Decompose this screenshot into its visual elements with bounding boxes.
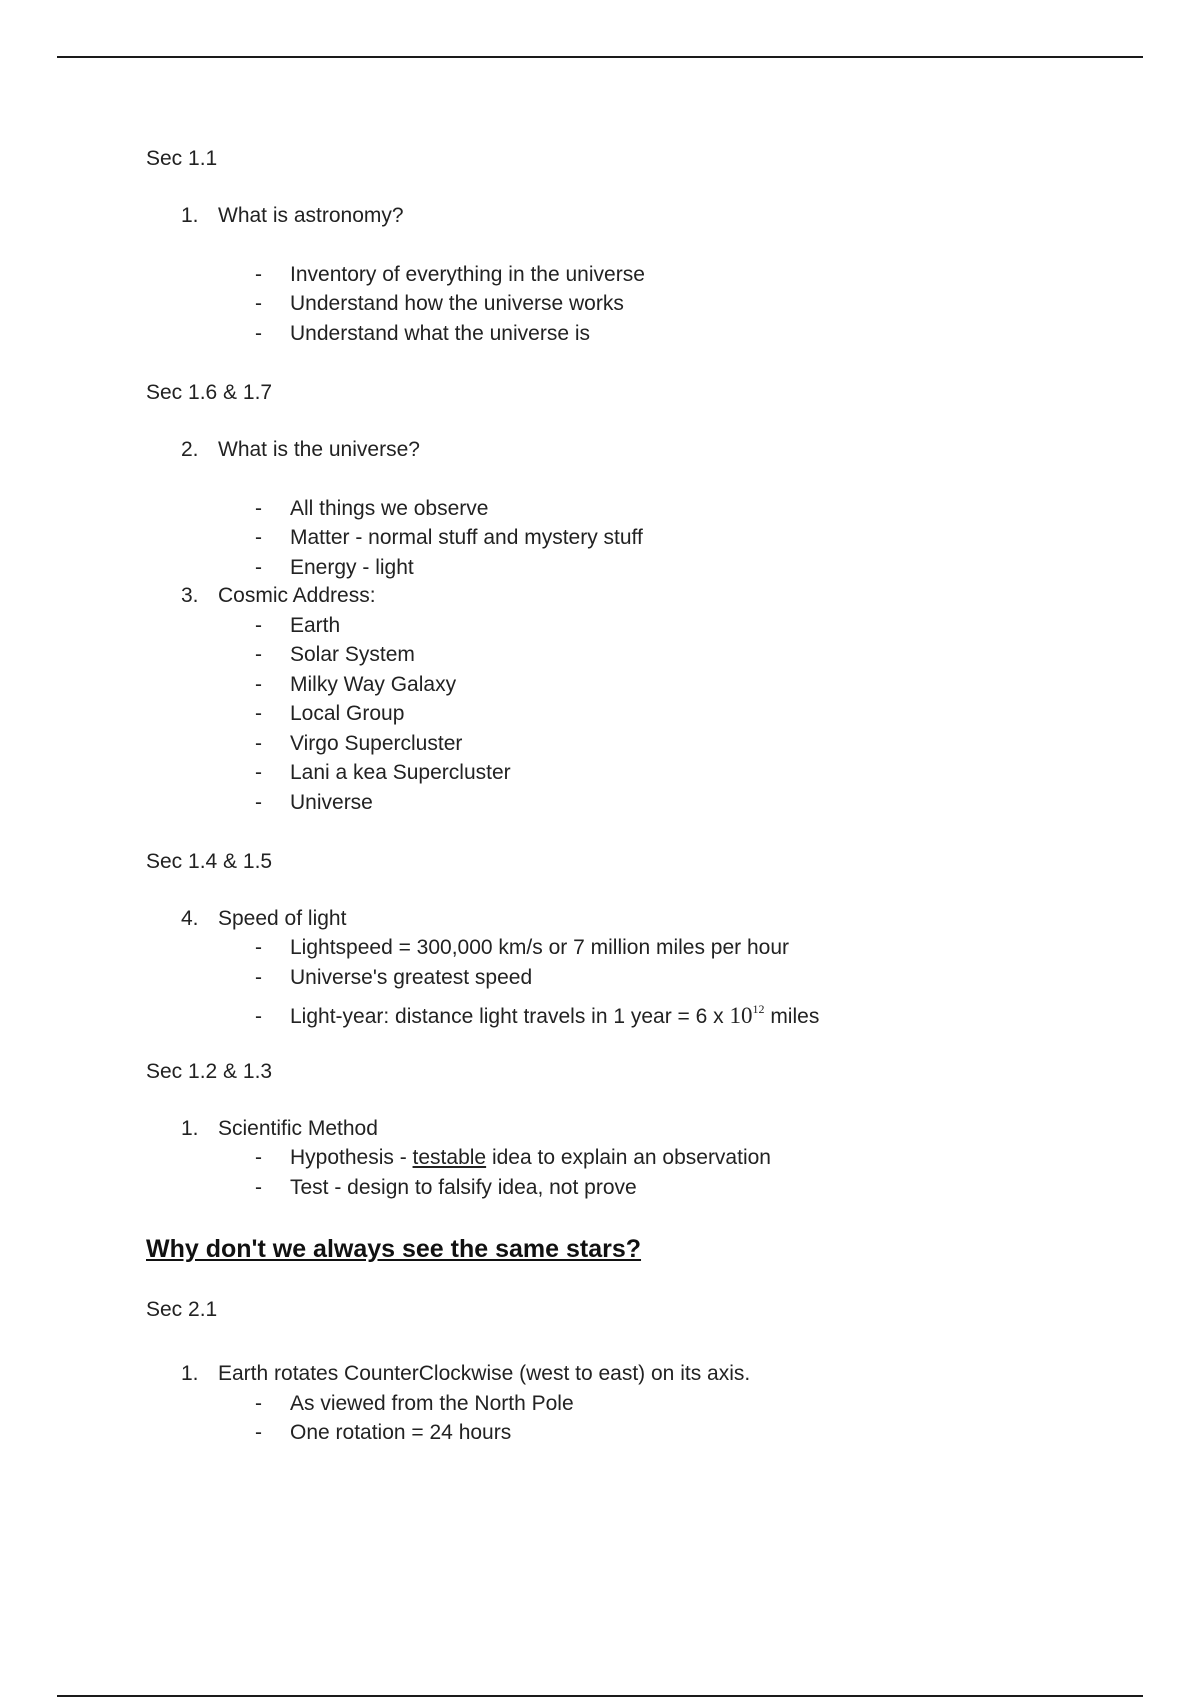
section-label: Sec 1.1 <box>146 147 218 170</box>
item-text: Cosmic Address: <box>218 584 376 607</box>
item-number: 2. <box>181 438 199 461</box>
hypothesis-suffix: idea to explain an observation <box>486 1146 771 1169</box>
numbered-item <box>181 906 346 932</box>
dash: - <box>255 263 262 286</box>
dash: - <box>255 761 262 784</box>
bullet-item <box>255 672 456 698</box>
bullet-text: Matter - normal stuff and mystery stuff <box>290 526 643 549</box>
numbered-item <box>181 437 420 463</box>
bullet-item <box>255 642 415 668</box>
dash: - <box>255 556 262 579</box>
section-label: Sec 2.1 <box>146 1298 218 1321</box>
dash: - <box>255 732 262 755</box>
section-label: Sec 1.6 & 1.7 <box>146 381 273 404</box>
item-text: What is astronomy? <box>218 204 404 227</box>
bullet-text: Virgo Supercluster <box>290 732 463 755</box>
bullet-text: All things we observe <box>290 497 489 520</box>
bullet-item <box>255 1145 771 1171</box>
item-number: 1. <box>181 1117 199 1140</box>
power-exponent: 12 <box>752 1002 765 1016</box>
hypothesis-prefix: Hypothesis - <box>290 1146 413 1169</box>
bullet-item <box>255 731 462 757</box>
bullet-item <box>255 291 624 317</box>
bullet-item <box>255 1391 574 1417</box>
dash: - <box>255 497 262 520</box>
dash: - <box>255 936 262 959</box>
bullet-text: Inventory of everything in the universe <box>290 263 645 286</box>
top-rule <box>57 56 1143 58</box>
item-text: Earth rotates CounterClockwise (west to east) on its axis. <box>218 1362 751 1385</box>
section-label: Sec 1.2 & 1.3 <box>146 1060 273 1083</box>
bullet-text: As viewed from the North Pole <box>290 1392 574 1415</box>
item-number: 3. <box>181 584 199 607</box>
bullet-item <box>255 790 373 816</box>
bullet-item <box>255 321 590 347</box>
dash: - <box>255 1176 262 1199</box>
bullet-item <box>255 525 643 551</box>
bullet-text: Understand what the universe is <box>290 322 590 345</box>
dash: - <box>255 292 262 315</box>
dash: - <box>255 1146 262 1169</box>
bullet-text: Universe <box>290 791 373 814</box>
bullet-item <box>255 262 645 288</box>
section-heading: Why don't we always see the same stars? <box>146 1235 642 1263</box>
bullet-item <box>255 965 532 991</box>
section-label: Sec 1.4 & 1.5 <box>146 850 273 873</box>
bullet-item <box>255 996 819 1030</box>
item-text: What is the universe? <box>218 438 420 461</box>
dash: - <box>255 614 262 637</box>
numbered-item <box>181 583 376 609</box>
bullet-text: Test - design to falsify idea, not prove <box>290 1176 637 1199</box>
bullet-item <box>255 935 789 961</box>
lightyear-text: Light-year: distance light travels in 1 year = 6 x <box>290 1005 730 1028</box>
bullet-item <box>255 1420 511 1446</box>
bullet-text: Solar System <box>290 643 415 666</box>
numbered-item <box>181 1361 750 1387</box>
bullet-text: One rotation = 24 hours <box>290 1421 512 1444</box>
power-base: 10 <box>729 1003 753 1028</box>
bullet-text: Local Group <box>290 702 405 725</box>
bullet-item <box>255 760 511 786</box>
dash: - <box>255 702 262 725</box>
dash: - <box>255 1005 262 1028</box>
bullet-item <box>255 701 404 727</box>
numbered-item <box>181 203 404 229</box>
dash: - <box>255 643 262 666</box>
item-number: 1. <box>181 204 199 227</box>
item-text: Scientific Method <box>218 1117 378 1140</box>
bullet-text: Energy - light <box>290 556 414 579</box>
dash: - <box>255 791 262 814</box>
dash: - <box>255 1392 262 1415</box>
lightyear-unit: miles <box>764 1005 820 1028</box>
dash: - <box>255 322 262 345</box>
bullet-item <box>255 613 340 639</box>
dash: - <box>255 673 262 696</box>
numbered-item <box>181 1116 378 1142</box>
dash: - <box>255 526 262 549</box>
bottom-rule <box>57 1695 1143 1697</box>
bullet-text: Lani a kea Supercluster <box>290 761 511 784</box>
item-number: 4. <box>181 907 199 930</box>
bullet-item <box>255 555 414 581</box>
bullet-text: Milky Way Galaxy <box>290 673 457 696</box>
item-number: 1. <box>181 1362 199 1385</box>
bullet-text: Universe's greatest speed <box>290 966 533 989</box>
bullet-text: Earth <box>290 614 341 637</box>
item-text: Speed of light <box>218 907 347 930</box>
bullet-text: Understand how the universe works <box>290 292 624 315</box>
bullet-item <box>255 496 488 522</box>
underlined-word: testable <box>412 1146 487 1169</box>
bullet-item <box>255 1175 637 1201</box>
dash: - <box>255 1421 262 1444</box>
dash: - <box>255 966 262 989</box>
bullet-text: Lightspeed = 300,000 km/s or 7 million miles per hour <box>290 936 790 959</box>
